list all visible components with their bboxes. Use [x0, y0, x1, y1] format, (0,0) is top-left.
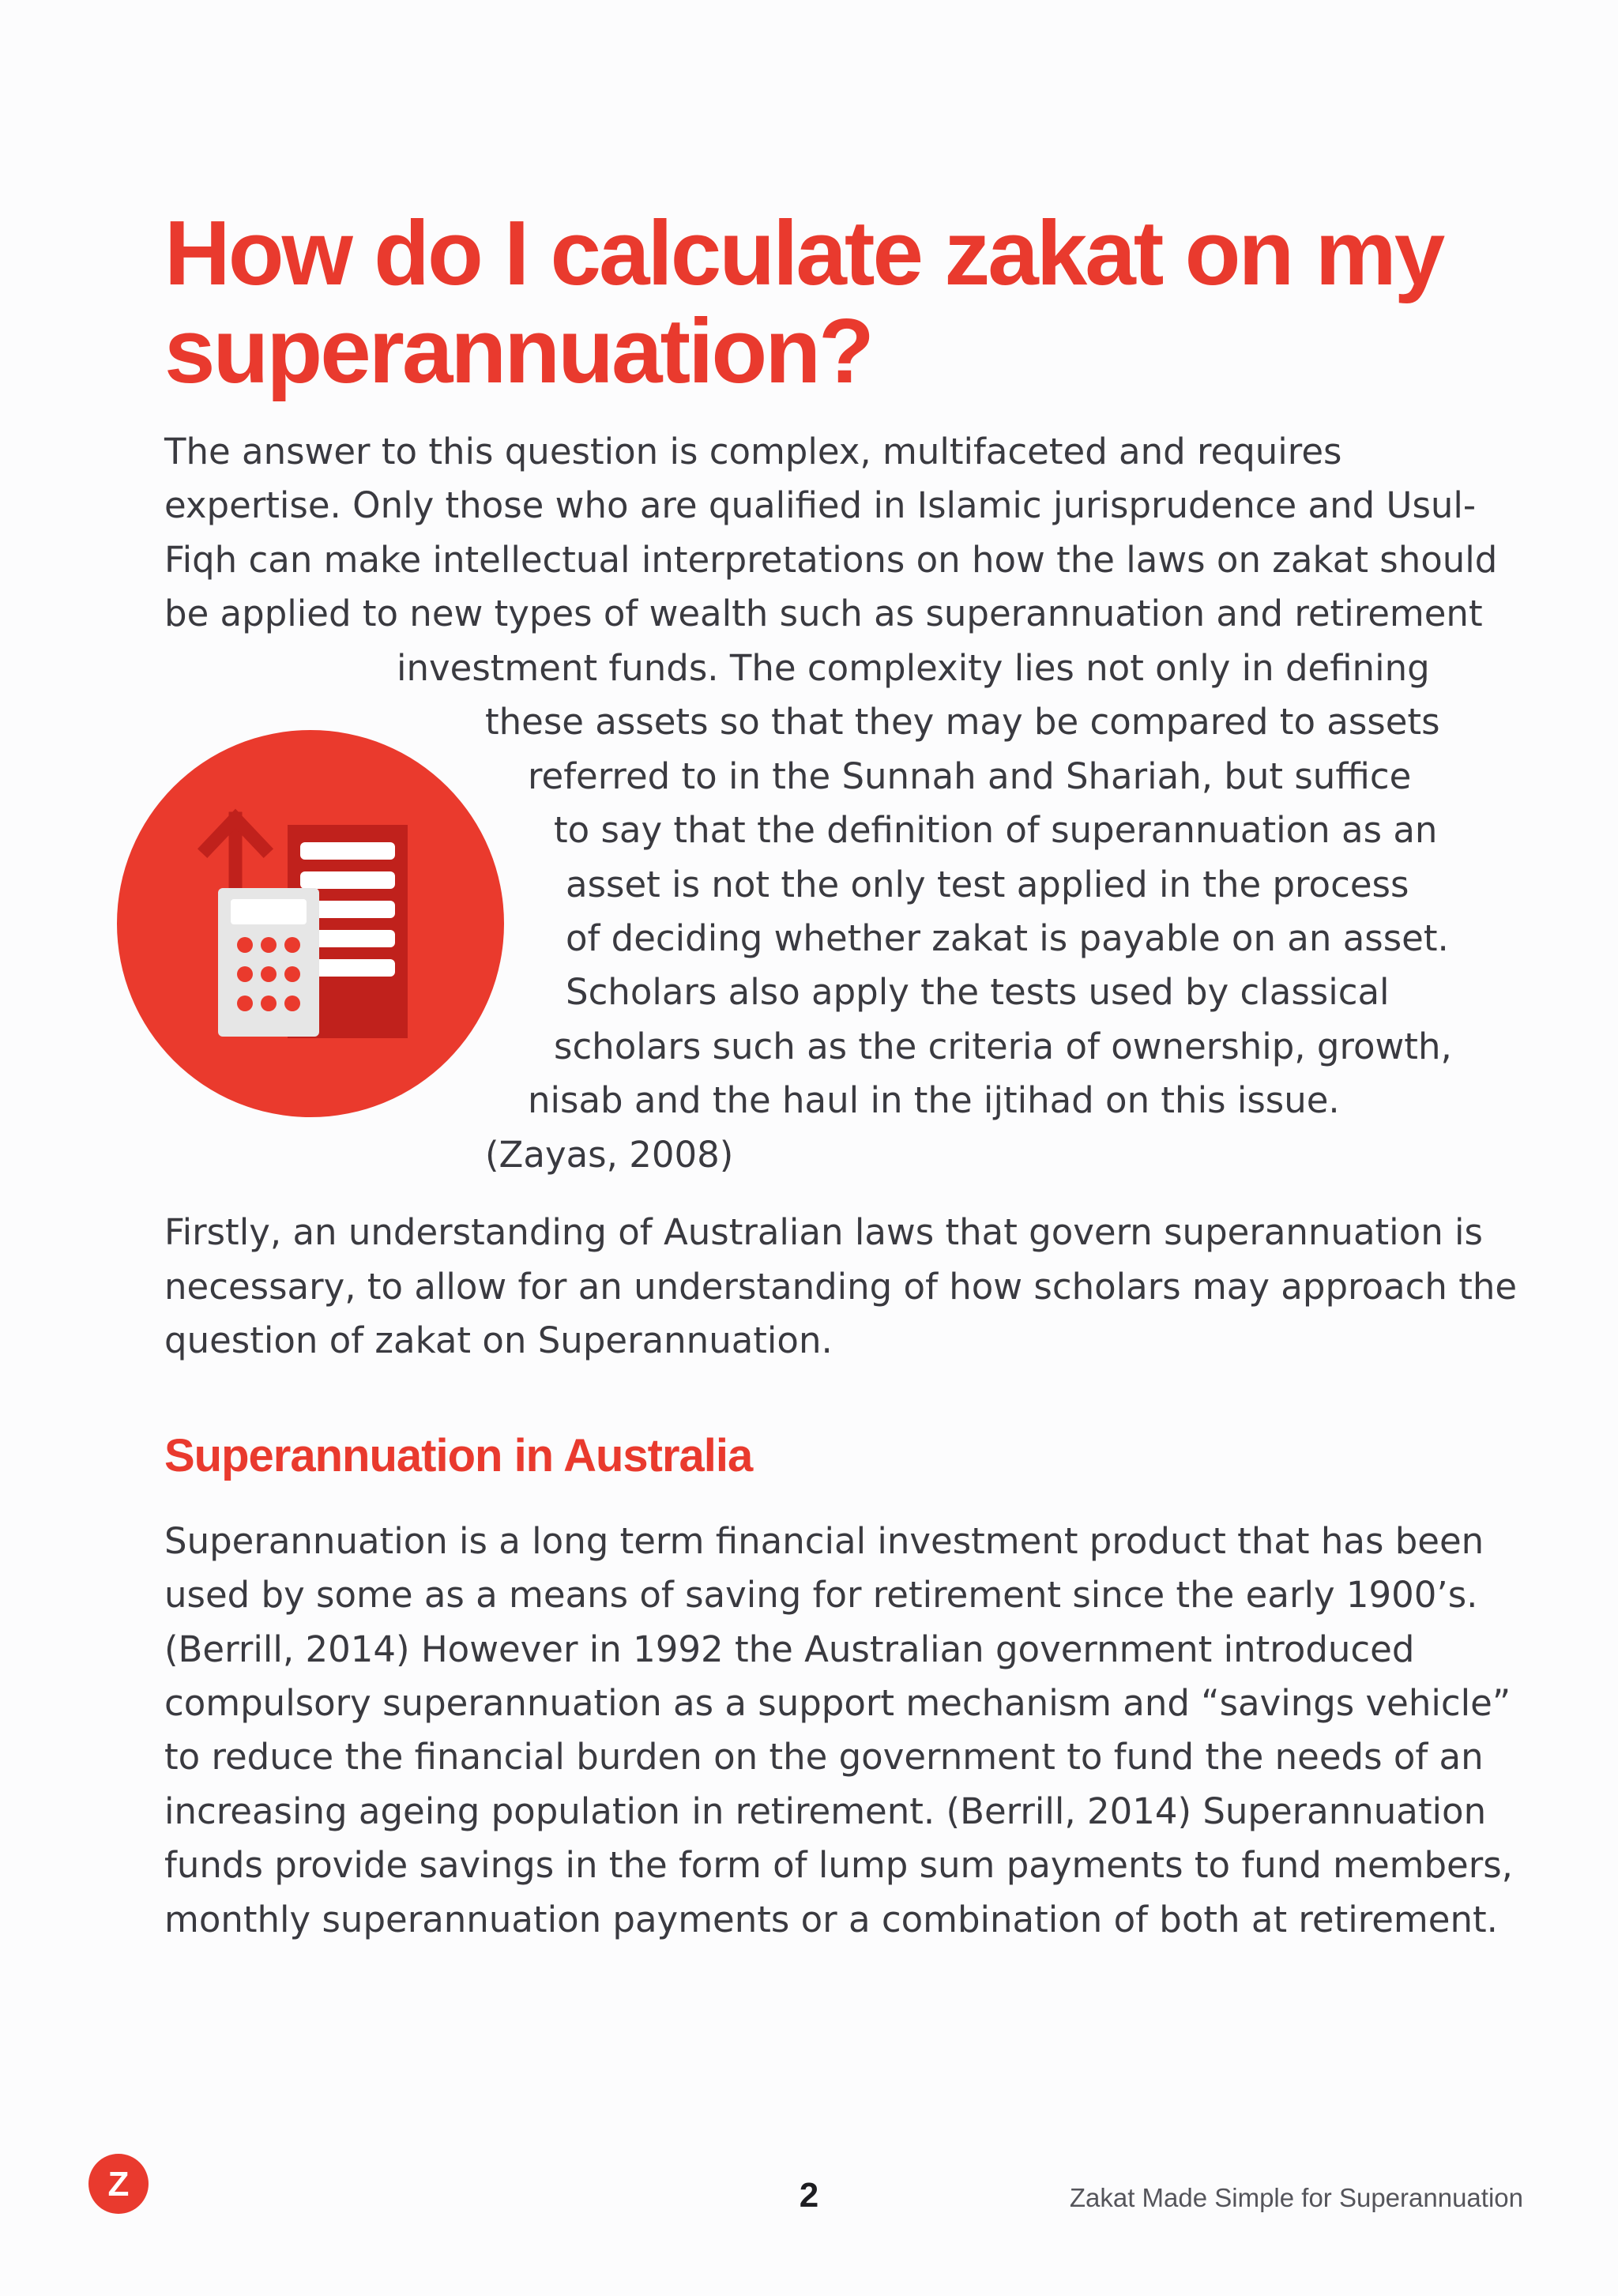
page-title — [164, 201, 1507, 402]
text-line: compulsory superannuation as a support mechanism and “savings vehicle” — [164, 1682, 1511, 1724]
brand-logo — [87, 2152, 150, 2215]
footer-document-title: Zakat Made Simple for Superannuation — [1069, 2183, 1523, 2212]
text-line: necessary, to allow for an understanding of how scholars may approach the — [164, 1266, 1518, 1308]
text-line: Superannuation is a long term financial investment product that has been — [164, 1520, 1484, 1562]
logo-letter: Z — [107, 2165, 130, 2204]
text-line: The answer to this question is complex, multifaceted and requires — [164, 431, 1342, 472]
text-line: increasing ageing population in retirement. (Berrill, 2014) Superannuation — [164, 1790, 1487, 1832]
text-line: question of zakat on Superannuation. — [164, 1319, 833, 1361]
text-line: these assets so that they may be compared to assets — [485, 701, 1440, 743]
text-line: Firstly, an understanding of Australian laws that govern superannuation is — [164, 1211, 1483, 1253]
text-line: asset is not the only test applied in the process — [566, 864, 1409, 905]
text-line: referred to in the Sunnah and Shariah, but suffice — [528, 755, 1412, 797]
text-line: Fiqh can make intellectual interpretations on how the laws on zakat should — [164, 539, 1498, 581]
citation: (Zayas, 2008) — [485, 1134, 734, 1176]
text-line: (Berrill, 2014) However in 1992 the Australian government introduced — [164, 1628, 1415, 1670]
text-line: monthly superannuation payments or a combination of both at retirement. — [164, 1899, 1498, 1940]
text-line: nisab and the haul in the ijtihad on this issue. — [528, 1079, 1340, 1121]
text-line: scholars such as the criteria of ownership, growth, — [554, 1026, 1452, 1067]
text-line: to say that the definition of superannuation as an — [554, 809, 1438, 851]
text-line: expertise. Only those who are qualified in Islamic jurisprudence and Usul- — [164, 484, 1477, 526]
page-title-line: superannuation? — [164, 299, 872, 402]
text-line: used by some as a means of saving for retirement since the early 1900’s. — [164, 1574, 1478, 1616]
text-line: investment funds. The complexity lies not only in defining — [397, 647, 1430, 689]
text-line: be applied to new types of wealth such as superannuation and retirement — [164, 593, 1483, 634]
page-number: 2 — [799, 2176, 819, 2215]
text-line: Scholars also apply the tests used by classical — [566, 971, 1390, 1013]
text-line: funds provide savings in the form of lump sum payments to fund members, — [164, 1844, 1513, 1886]
calculator-document-icon — [117, 730, 504, 1117]
text-line: to reduce the financial burden on the government to fund the needs of an — [164, 1736, 1484, 1778]
page-title-line: How do I calculate zakat on my — [164, 201, 1443, 304]
text-line: of deciding whether zakat is payable on an asset. — [566, 917, 1449, 959]
section-heading: Superannuation in Australia — [164, 1430, 753, 1481]
